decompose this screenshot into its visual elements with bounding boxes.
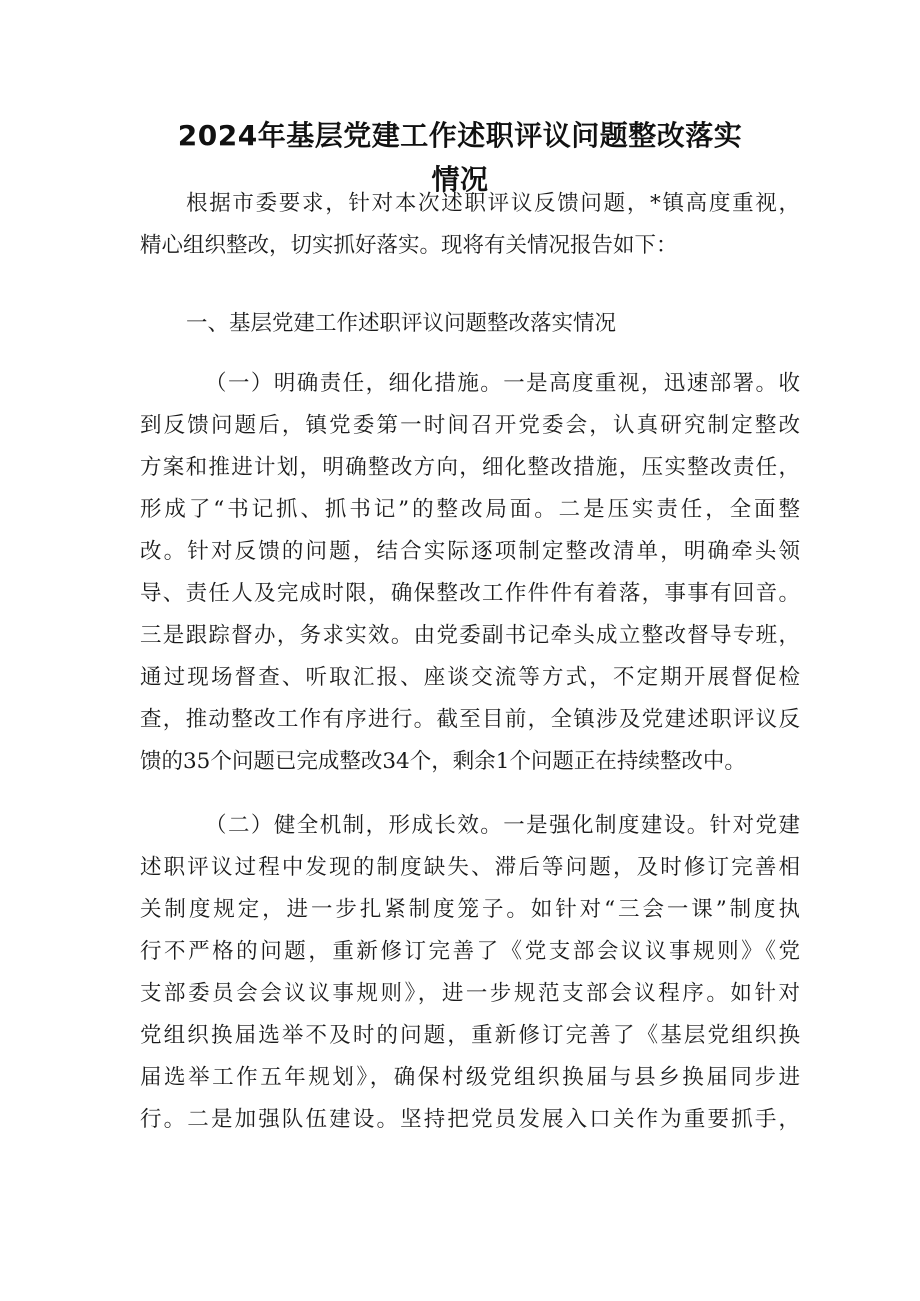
para-1-line: 导、责任人及完成时限，确保整改工作件件有着落，事事有回音。 [140, 581, 800, 606]
para-2-line: （二）健全机制，形成长效。一是强化制度建设。针对党建 [205, 813, 800, 838]
para-2-line: 述职评议过程中发现的制度缺失、滞后等问题，及时修订完善相 [140, 855, 800, 880]
para-2-line: 关制度规定，进一步扎紧制度笼子。如针对“三会一课”制度执 [140, 897, 800, 922]
intro-line-1: 根据市委要求，针对本次述职评议反馈问题，*镇高度重视， [186, 191, 800, 216]
para-1-line: 馈的35个问题已完成整改34个，剩余1个问题正在持续整改中。 [140, 749, 746, 774]
document-title-line-1: 2024年基层党建工作述职评议问题整改落实 [177, 119, 743, 152]
section-1-heading: 一、基层党建工作述职评议问题整改落实情况 [186, 311, 617, 336]
para-1-line: 通过现场督查、听取汇报、座谈交流等方式，不定期开展督促检 [140, 665, 800, 690]
para-2-line: 党组织换届选举不及时的问题，重新修订完善了《基层党组织换 [140, 1023, 800, 1048]
para-1-line: 方案和推进计划，明确整改方向，细化整改措施，压实整改责任， [140, 455, 800, 480]
para-1-line: 形成了“书记抓、抓书记”的整改局面。二是压实责任，全面整 [140, 497, 800, 522]
para-1-line: 到反馈问题后，镇党委第一时间召开党委会，认真研究制定整改 [140, 413, 800, 438]
para-1-line: 查，推动整改工作有序进行。截至目前，全镇涉及党建述职评议反 [140, 707, 800, 732]
document-title-line-2: 情况 [431, 163, 489, 196]
para-2-line: 届选举工作五年规划》，确保村级党组织换届与县乡换届同步进 [140, 1065, 800, 1090]
para-1-line: 三是跟踪督办，务求实效。由党委副书记牵头成立整改督导专班， [140, 623, 800, 648]
para-2-line: 支部委员会会议议事规则》，进一步规范支部会议程序。如针对 [140, 981, 800, 1006]
para-2-line: 行。二是加强队伍建设。坚持把党员发展入口关作为重要抓手， [140, 1107, 800, 1132]
para-2-line: 行不严格的问题，重新修订完善了《党支部会议议事规则》《党 [140, 939, 800, 964]
para-1-line: 改。针对反馈的问题，结合实际逐项制定整改清单，明确牵头领 [140, 539, 800, 564]
intro-line-2: 精心组织整改，切实抓好落实。现将有关情况报告如下： [140, 233, 678, 258]
para-1-line: （一）明确责任，细化措施。一是高度重视，迅速部署。收 [205, 371, 800, 396]
